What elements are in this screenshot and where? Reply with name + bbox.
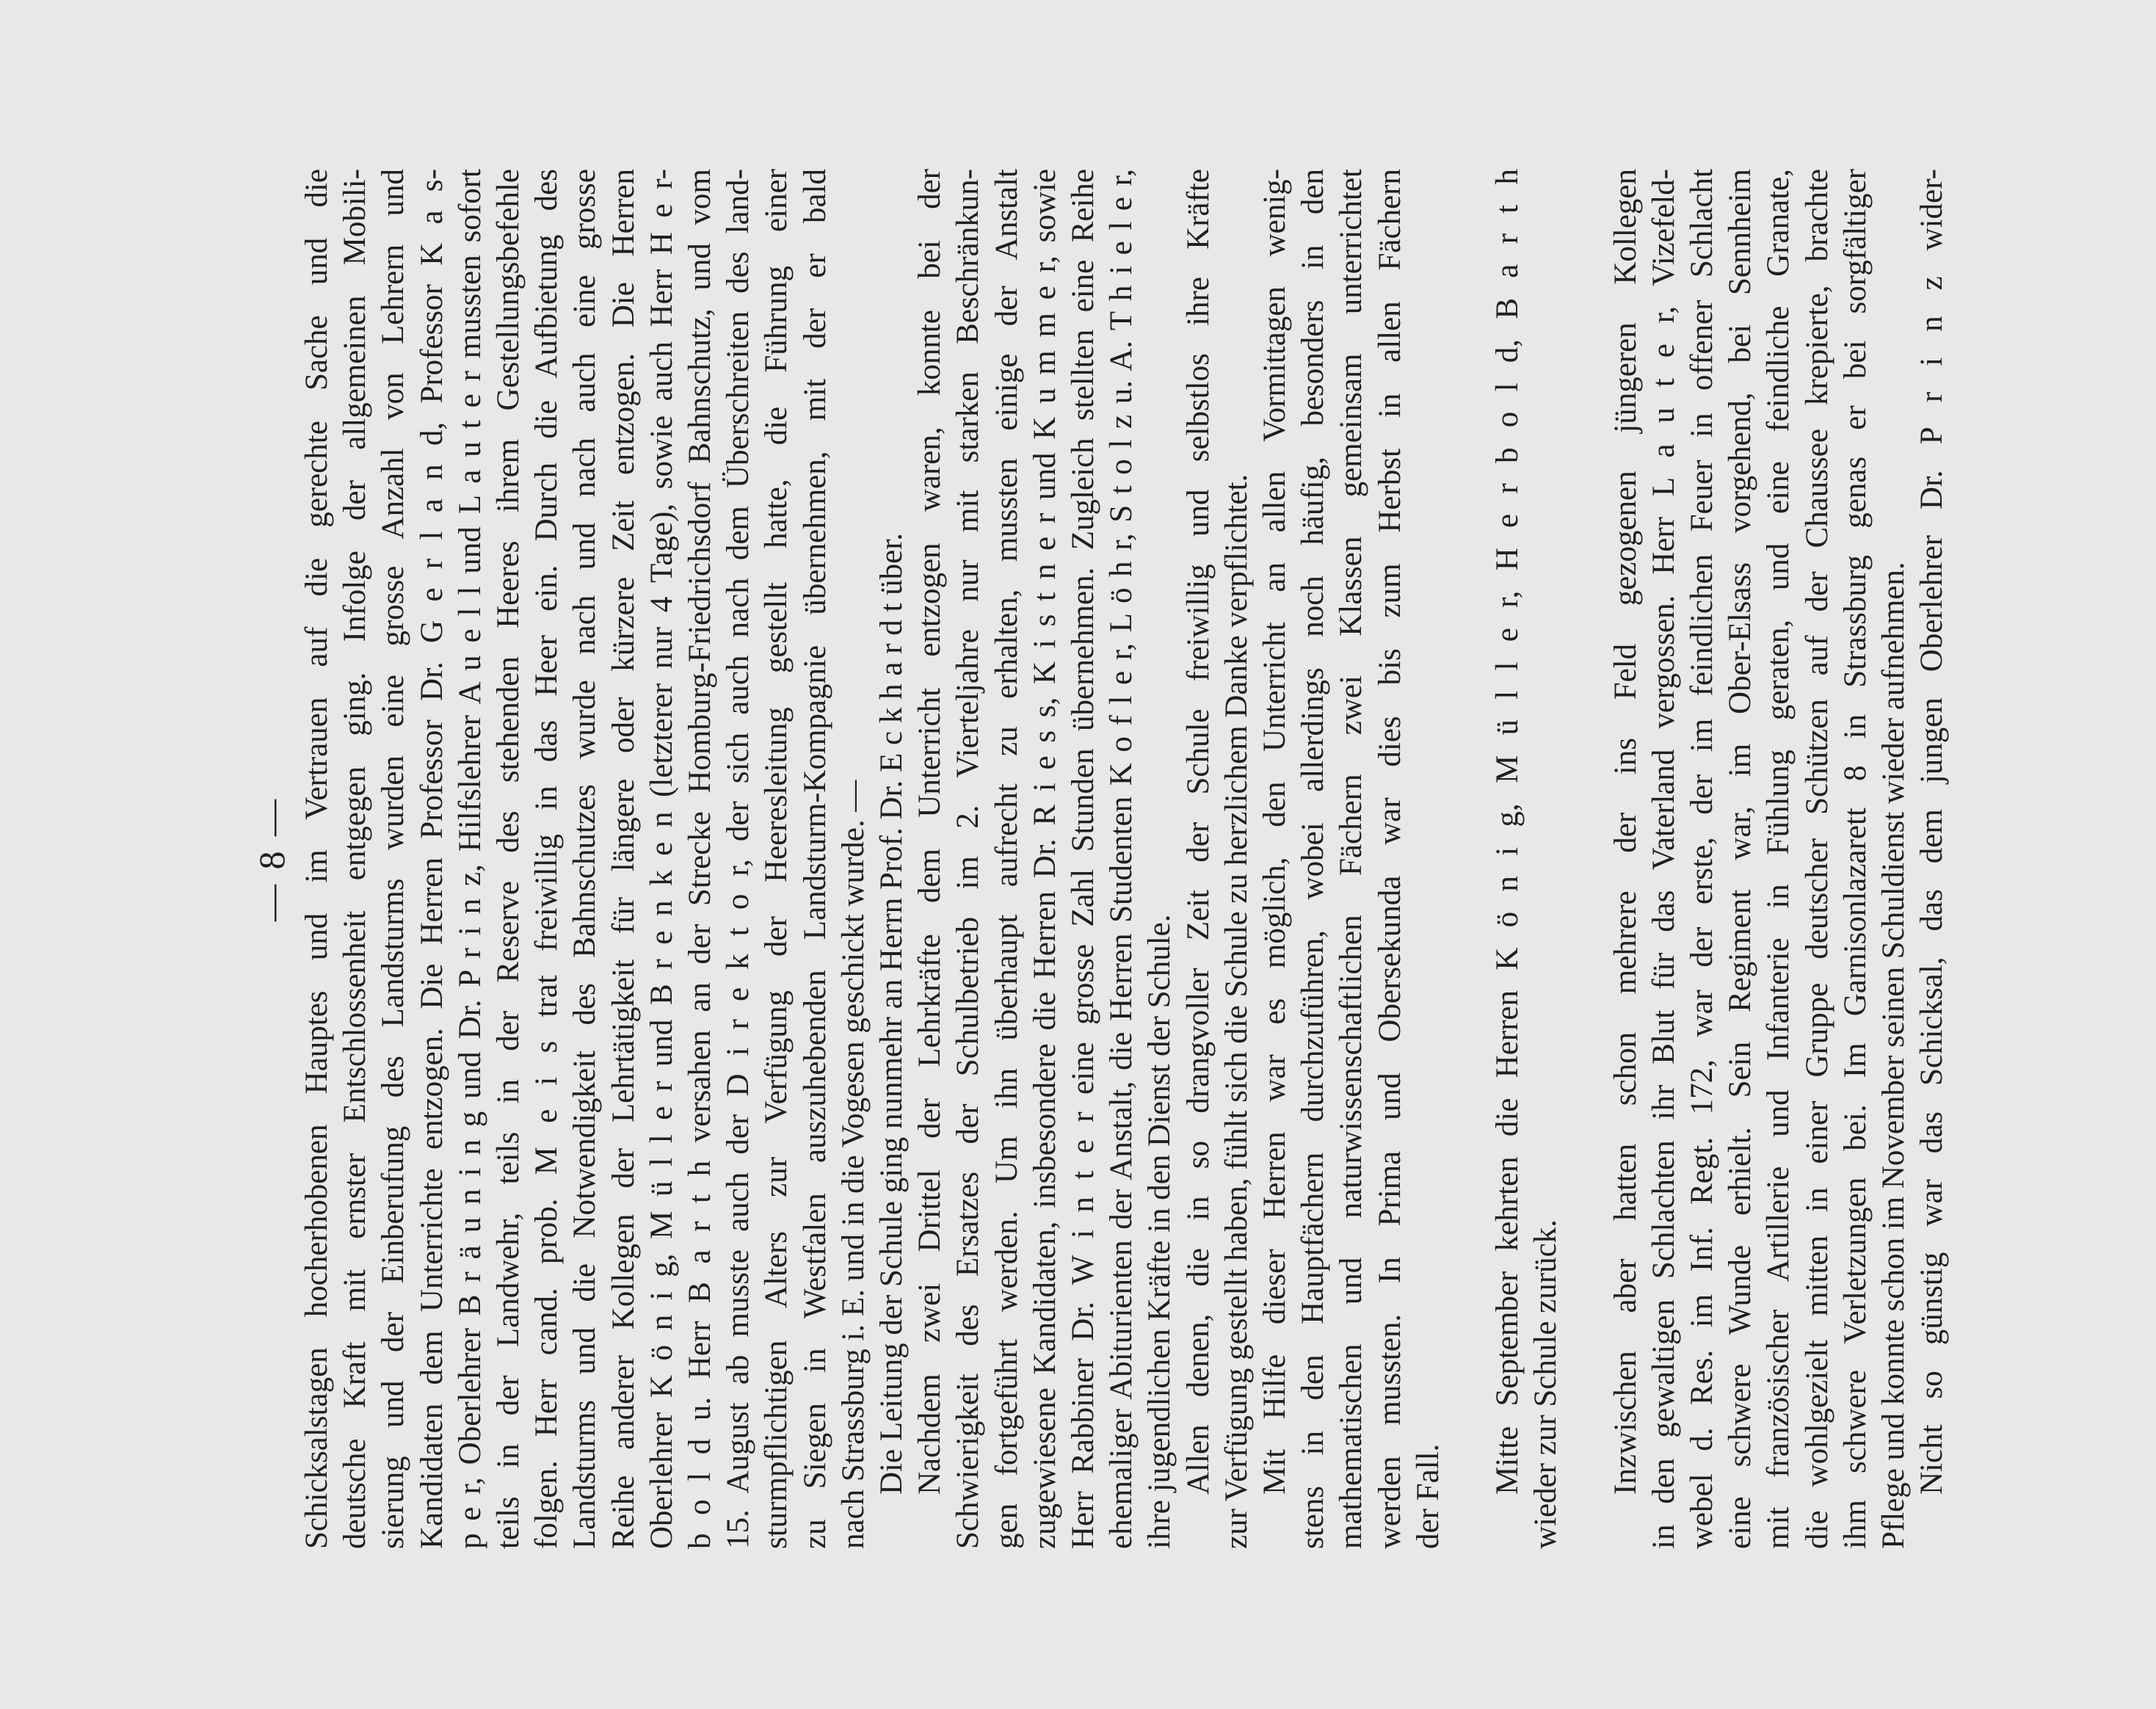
text-line: Herr Rabbiner Dr. W i n t e r eine grosse Zahl Stunden übernehmen. Zugleich stellten eine Reihe [1066, 169, 1101, 1549]
text-line: Inzwischen aber hatten schon mehrere der ins Feld gezogenen jüngeren Kollegen [1608, 169, 1643, 1495]
text-line: ehemaliger Abiturienten der Anstalt, die Herren Studenten K o f l e r, L ö h r, S t o l z u. A. T h i e l e r, [1104, 169, 1139, 1549]
text-line: mit französischer Artillerie und Infanterie in Fühlung geraten, und eine feindliche Granate, [1761, 169, 1796, 1549]
text-line: Reihe anderer Kollegen der Lehrtätigkeit für längere oder kürzere Zeit entzogen. Die Herren [606, 169, 641, 1549]
text-line: Schwierigkeit des Ersatzes der Schulbetrieb im 2. Vierteljahre nur mit starken Beschränkun- [951, 169, 986, 1549]
text-line: Pflege und konnte schon im November seinen Schuldienst wieder aufnehmen. [1876, 562, 1911, 1549]
text-line: die wohlgezielt mitten in einer Gruppe deutscher Schützen auf der Chaussee krepierte, brachte [1799, 169, 1834, 1549]
text-line: werden mussten. In Prima und Obersekunda war dies bis zum Herbst in allen Fächern [1372, 169, 1407, 1549]
page-number: — 8 — [251, 797, 292, 921]
text-line: Landsturms und die Notwendigkeit des Bahnschutzes wurde nach und nach auch eine grosse [567, 169, 603, 1549]
text-line: eine schwere Wunde erhielt. Sein Regiment war, im Ober-Elsass vorgehend, bei Sennheim [1723, 169, 1758, 1549]
text-line: zur Verfügung gestellt haben, fühlt sich die Schule zu herzlichem Danke verpflichtet. [1219, 473, 1254, 1549]
text-line: teils in der Landwehr, teils in der Reserve des stehenden Heeres ihrem Gestellungsbefehle [491, 169, 526, 1549]
paragraph-8 [1913, 169, 1951, 1549]
paragraph-4 [1180, 169, 1256, 1549]
text-line: sierung und der Einberufung des Landsturms wurden eine grosse Anzahl von Lehrern und [376, 169, 411, 1549]
text-line: webel d. Res. im Inf. Regt. 172, war der erste, der im feindlichen Feuer in offener Schlacht [1684, 169, 1719, 1549]
paragraph-gap [1566, 169, 1607, 1549]
text-line: Schicksalstagen hocherhobenen Hauptes und im Vertrauen auf die gerechte Sache und die [300, 169, 334, 1549]
text-line: p e r, Oberlehrer B r ä u n i n g und Dr. P r i n z, Hilfslehrer A u e l l und L a u t e r mussten sofort [452, 169, 487, 1549]
text-line: der Fall. [1410, 1443, 1445, 1549]
text-line: Nachdem zwei Drittel der Lehrkräfte dem Unterricht entzogen waren, konnte bei der [912, 169, 948, 1495]
text-line: mathematischen und naturwissenschaftlichen Fächern zwei Klassen gemeinsam unterrichtet [1334, 169, 1369, 1549]
text-line: Oberlehrer K ö n i g, M ü l l e r und B r e n k e n (letzterer nur 4 Tage), sowie auch Herr H e r- [644, 169, 679, 1549]
text-line: gen fortgeführt werden. Um ihn überhaupt aufrecht zu erhalten, mussten einige der Anstalt [989, 169, 1024, 1549]
paragraph-7 [1607, 169, 1914, 1549]
text-line: nach Strassburg i. E. und in die Vogesen geschickt wurde. — [835, 780, 871, 1549]
text-line: stens in den Hauptfächern durchzuführen, wobei allerdings noch häufig, besonders in den [1296, 169, 1331, 1549]
text-line: sturmpflichtigen Alters zur Verfügung der Heeresleitung gestellt hatte, die Führung einer [759, 169, 794, 1549]
text-line: Allen denen, die in so drangvoller Zeit der Schule freiwillig und selbstlos ihre Kräfte [1180, 169, 1216, 1495]
paragraph-5 [1256, 169, 1448, 1549]
text-line: wieder zur Schule zurück. [1528, 1219, 1564, 1549]
paragraph-gap [1448, 169, 1489, 1549]
text-line: Die Leitung der Schule ging nunmehr an Herrn Prof. Dr. E c k h a r d t über. [874, 533, 910, 1495]
text-line: deutsche Kraft mit ernster Entschlossenheit entgegen ging. Infolge der allgemeinen Mobili- [338, 169, 373, 1549]
text-line: ihm schwere Verletzungen bei. Im Garnisonlazarett 8 in Strassburg genas er bei sorgfältiger [1837, 169, 1873, 1549]
paragraph-1 [298, 169, 873, 1549]
paragraph-6 [1489, 169, 1565, 1549]
text-line: ihre jugendlichen Kräfte in den Dienst der Schule. [1142, 914, 1177, 1549]
text-line: in den gewaltigen Schlachten ihr Blut für das Vaterland vergossen. Herr L a u t e r, Vizefeld- [1646, 169, 1681, 1549]
paragraph-3 [911, 169, 1179, 1549]
text-line: zugewiesene Kandidaten, insbesondere die Herren Dr. R i e s s, K i s t n e r und K u m m e r, sowie [1027, 169, 1062, 1549]
paragraph-2 [873, 169, 911, 1549]
rotated-text-block [250, 169, 1951, 1549]
text-line: folgen. Herr cand. prob. M e i s trat freiwillig in das Heer ein. Durch die Aufbietung des [529, 169, 565, 1549]
text-line: Mit Hilfe dieser Herren war es möglich, den Unterricht an allen Vormittagen wenig- [1257, 169, 1293, 1495]
text-line: Kandidaten dem Unterrichte entzogen. Die Herren Professor Dr. G e r l a n d, Professor K a s- [414, 169, 449, 1549]
text-line: b o l d u. Herr B a r t h versahen an der Strecke Homburg-Friedrichsdorf Bahnschutz, und vom [683, 169, 718, 1549]
text-line: Mitte September kehrten die Herren K ö n i g, M ü l l e r, H e r b o l d, B a r t h [1490, 169, 1525, 1495]
text-line: zu Siegen in Westfalen auszuhebenden Landsturm-Kompagnie übernehmen, mit der er bald [797, 169, 832, 1549]
text-line: Nicht so günstig war das Schicksal, das dem jungen Oberlehrer Dr. P r i n z wider- [1914, 169, 1950, 1495]
text-line: 15. August ab musste auch der D i r e k t o r, der sich auch nach dem Überschreiten des land- [721, 169, 756, 1549]
